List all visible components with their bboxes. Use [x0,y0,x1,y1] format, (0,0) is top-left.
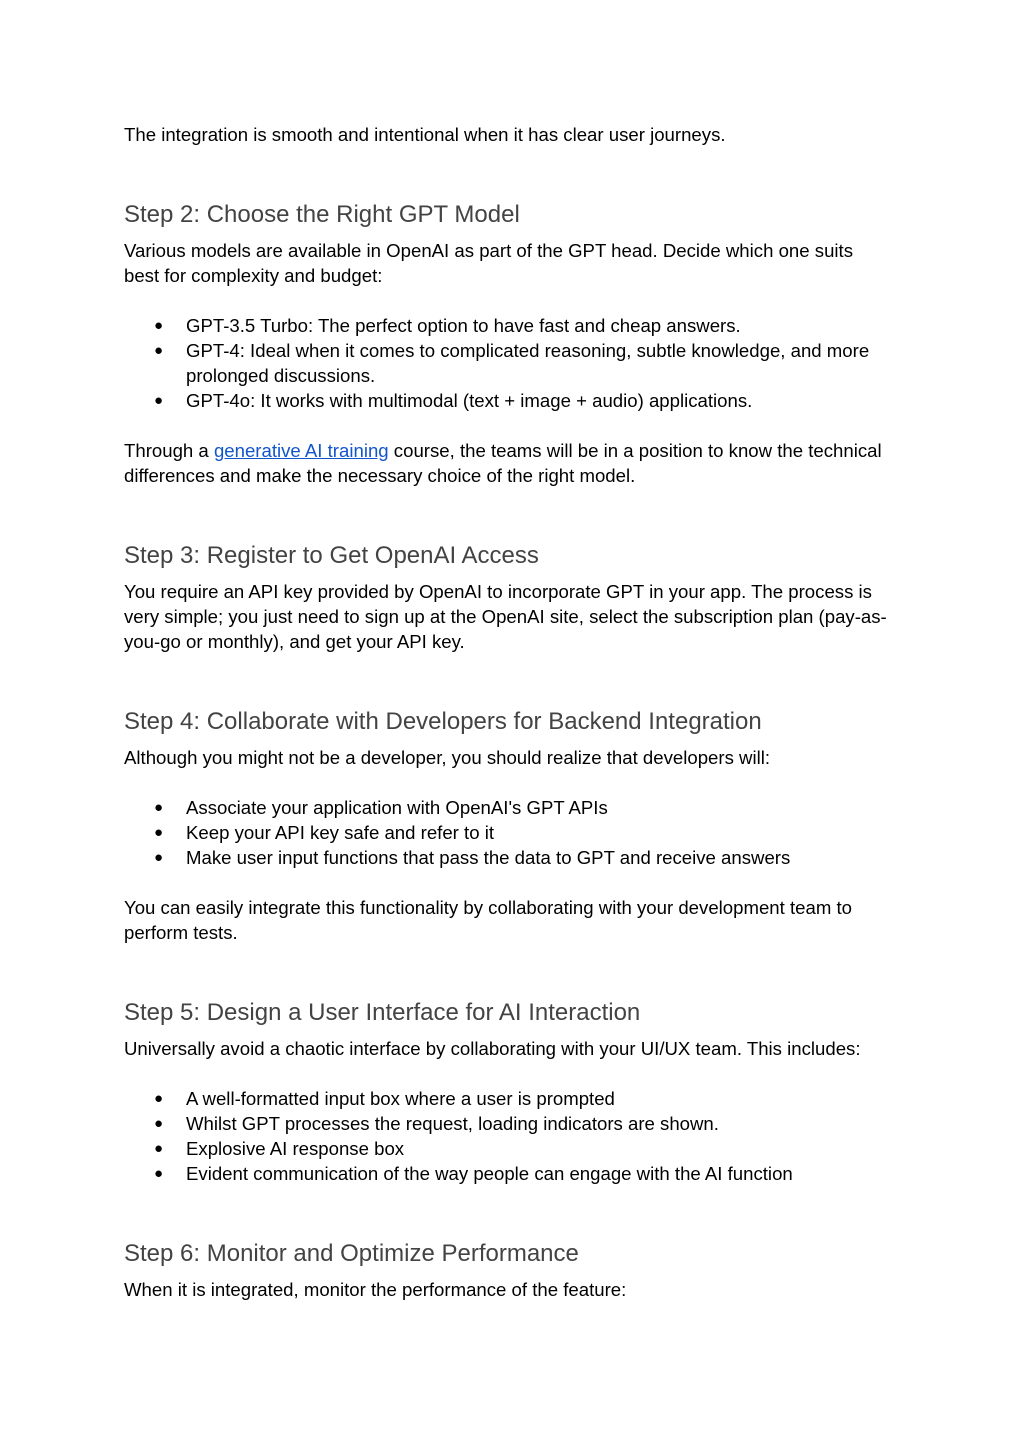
bullet-icon: ● [154,1115,164,1132]
step4-paragraph: Although you might not be a developer, you should realize that developers will: [124,747,771,768]
list-item: ● Whilst GPT processes the request, loading indicators are shown. [154,1113,719,1134]
bullet-icon: ● [154,1140,164,1157]
step6-paragraph: When it is integrated, monitor the performance of the feature: [124,1279,627,1300]
list-item: ● Make user input functions that pass the data to GPT and receive answers [154,847,791,868]
list-item: ● GPT-3.5 Turbo: The perfect option to have fast and cheap answers. [154,315,741,336]
list-item: ● Explosive AI response box [154,1138,405,1159]
list-item: ● GPT-4o: It works with multimodal (text + image + audio) applications. [154,390,753,411]
bullet-icon: ● [154,799,164,816]
bullet-icon: ● [154,342,164,359]
step4-closing-paragraph: You can easily integrate this functionality by collaborating with your development team to perform tests. [124,897,852,943]
list-item: ● Keep your API key safe and refer to it [154,822,495,843]
step2-closing-paragraph: Through a generative AI training course, the teams will be in a position to know the technical differences and make the necessary choice of the right model. [124,440,882,486]
bullet-icon: ● [154,1165,164,1182]
step5-bullet-list [124,1086,904,1186]
bullet-icon: ● [154,849,164,866]
list-item: ● Associate your application with OpenAI's GPT APIs [154,797,608,818]
step5-heading: Step 5: Design a User Interface for AI Interaction [124,999,641,1026]
step2-paragraph: Various models are available in OpenAI as part of the GPT head. Decide which one suits best for complexity and budget: [124,240,854,286]
step2-heading: Step 2: Choose the Right GPT Model [124,201,520,228]
step2-bullet-list [124,313,904,413]
bullet-icon: ● [154,824,164,841]
step6-heading: Step 6: Monitor and Optimize Performance [124,1240,579,1267]
list-item: ● A well-formatted input box where a user is prompted [154,1088,615,1109]
list-item: ● Evident communication of the way people can engage with the AI function [154,1163,793,1184]
step4-heading: Step 4: Collaborate with Developers for Backend Integration [124,708,762,735]
bullet-icon: ● [154,392,164,409]
generative-ai-training-link[interactable]: generative AI training [213,440,389,461]
list-item: ● GPT-4: Ideal when it comes to complicated reasoning, subtle knowledge, and more prolonged discussions. [154,340,870,386]
step3-paragraph: You require an API key provided by OpenAI to incorporate GPT in your app. The process is very simple; you just need to sign up at the OpenAI site, select the subscription plan (pay-as-you-go or monthly), and get your API key. [124,581,887,652]
intro-paragraph: The integration is smooth and intentional when it has clear user journeys. [124,124,726,145]
step5-paragraph: Universally avoid a chaotic interface by collaborating with your UI/UX team. This includes: [124,1038,861,1059]
bullet-icon: ● [154,1090,164,1107]
bullet-icon: ● [154,317,164,334]
step3-heading: Step 3: Register to Get OpenAI Access [124,542,539,569]
step4-bullet-list [124,795,904,870]
